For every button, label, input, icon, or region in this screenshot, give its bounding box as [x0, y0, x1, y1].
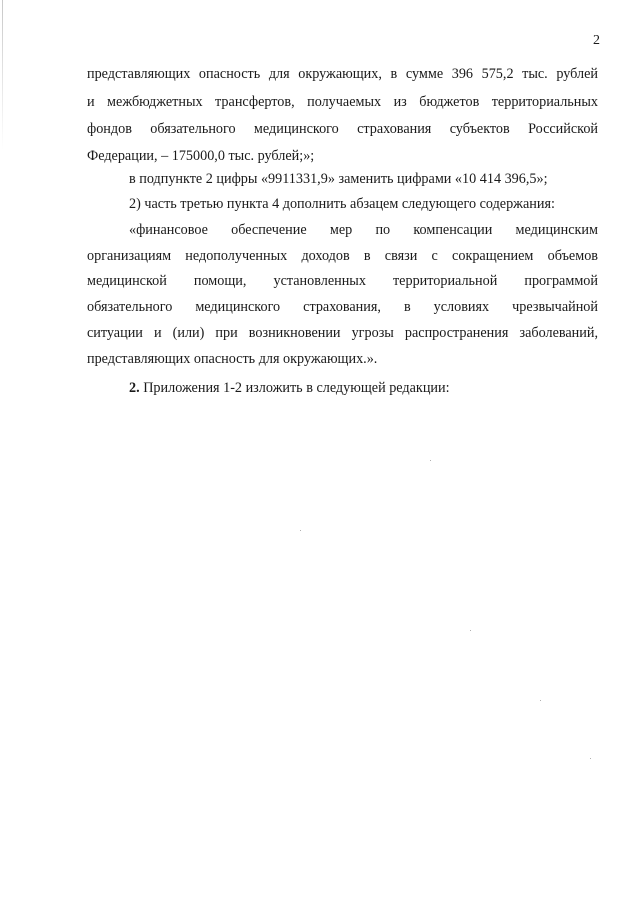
text-line: Федерации, – 175000,0 тыс. рублей;»; [87, 148, 315, 164]
scan-edge-shadow [2, 0, 3, 150]
text-line: организациям недополученных доходов в связи с сокращением объемов [87, 248, 598, 264]
text-line: представляющих опасность для окружающих.». [87, 351, 378, 367]
text-line: в подпункте 2 цифры «9911331,9» заменить цифрами «10 414 396,5»; [129, 171, 548, 187]
text-line: фондов обязательного медицинского страхования субъектов Российской [87, 121, 598, 137]
text-line: и межбюджетных трансфертов, получаемых из бюджетов территориальных [87, 94, 598, 110]
text-line: представляющих опасность для окружающих, в сумме 396 575,2 тыс. рублей [87, 66, 598, 82]
scan-speck [300, 530, 301, 531]
text-line: обязательного медицинского страхования, в условиях чрезвычайной [87, 299, 598, 315]
scan-speck [590, 758, 591, 759]
paragraph-number: 2. [129, 380, 140, 396]
text-line: 2) часть третью пункта 4 дополнить абзацем следующего содержания: [129, 196, 555, 212]
text-line: «финансовое обеспечение мер по компенсации медицинским [129, 222, 598, 238]
scan-speck [430, 460, 431, 461]
scan-speck [470, 630, 471, 631]
numbered-paragraph [129, 380, 598, 396]
paragraph-text: Приложения 1-2 изложить в следующей редакции: [143, 380, 450, 396]
text-line: ситуации и (или) при возникновении угрозы распространения заболеваний, [87, 325, 598, 341]
scan-speck [540, 700, 541, 701]
page-number: 2 [593, 33, 600, 48]
text-line: медицинской помощи, установленных территориальной программой [87, 273, 598, 289]
